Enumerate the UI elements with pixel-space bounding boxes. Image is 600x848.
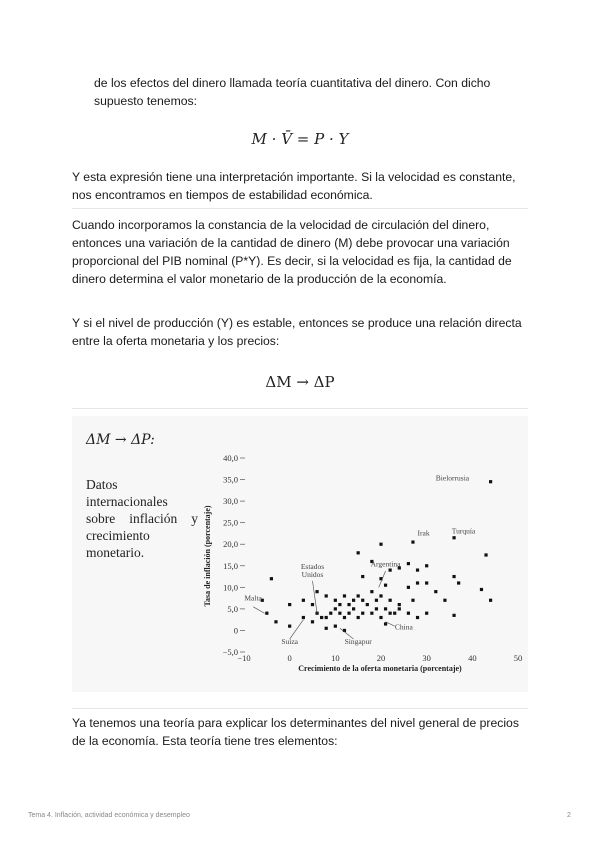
- data-point: [334, 607, 337, 610]
- data-point: [352, 607, 355, 610]
- data-point: [384, 584, 387, 587]
- annotation-malta: Malta: [244, 593, 262, 603]
- data-point: [302, 616, 305, 619]
- y-tick-label: 35,0: [223, 474, 238, 485]
- data-point: [325, 594, 328, 597]
- data-point: [352, 599, 355, 602]
- footer-title: Tema 4. Inflación, actividad económica y desempleo: [28, 812, 190, 819]
- data-point: [370, 590, 373, 593]
- data-point: [375, 607, 378, 610]
- divider: [72, 208, 528, 209]
- data-point: [311, 603, 314, 606]
- data-point: [407, 612, 410, 615]
- figure-caption: Datos internacionales sobre inflación y crecimiento monetario.: [86, 477, 198, 560]
- divider: [72, 708, 528, 709]
- data-point: [425, 564, 428, 567]
- y-tick-label: 20,0: [223, 539, 238, 550]
- x-tick-label: −10: [237, 653, 251, 663]
- data-point: [452, 536, 455, 539]
- data-point: [398, 607, 401, 610]
- data-point: [302, 599, 305, 602]
- data-point: [343, 616, 346, 619]
- data-point: [384, 607, 387, 610]
- paragraph-velocity: Y esta expresión tiene una interpretación importante. Si la velocidad es constante, nos encontramos en tiempos de estabilidad económica.: [72, 170, 516, 202]
- x-tick-label: 30: [422, 653, 431, 663]
- data-point: [343, 594, 346, 597]
- figure-title: ΔM → ΔP:: [86, 432, 155, 448]
- x-axis-title: Crecimiento de la oferta monetaria (porcentaje): [298, 664, 462, 673]
- formula-quantity-theory: M · V̄ = P · Y: [251, 130, 349, 148]
- annotation-leader-line: [290, 620, 304, 639]
- x-tick-label: 20: [376, 653, 386, 663]
- y-tick-label: 30,0: [223, 496, 238, 507]
- data-point: [338, 612, 341, 615]
- data-point: [338, 603, 341, 606]
- data-point: [379, 543, 382, 546]
- data-point: [389, 568, 392, 571]
- data-point: [265, 612, 268, 615]
- y-tick-label: 0: [233, 625, 238, 636]
- data-point: [457, 581, 460, 584]
- y-tick-label: 25,0: [223, 517, 238, 528]
- figure-inflation-money: [72, 416, 528, 692]
- data-point: [452, 575, 455, 578]
- data-point: [270, 577, 273, 580]
- data-point: [329, 612, 332, 615]
- annotation-bielorrusia: Bielorrusia: [435, 473, 470, 483]
- y-tick-label: 40,0: [223, 453, 238, 463]
- annotation-irak: Irak: [417, 528, 430, 538]
- data-point: [370, 612, 373, 615]
- paragraph-intro: de los efectos del dinero llamada teoría cuantitativa del dinero. Con dicho supuesto tenemos:: [94, 76, 491, 108]
- data-point: [334, 625, 337, 628]
- formula-delta: ΔM → ΔP: [265, 373, 335, 391]
- data-point: [416, 616, 419, 619]
- data-point: [407, 562, 410, 565]
- y-axis-title: Tasa de inflación (porcentaje): [203, 505, 212, 607]
- x-tick-label: 10: [331, 653, 340, 663]
- annotation-eeuu-line1: Estados: [300, 562, 325, 572]
- data-point: [361, 575, 364, 578]
- data-point: [480, 588, 483, 591]
- annotation-singapur: Singapur: [344, 637, 372, 647]
- data-point: [325, 616, 328, 619]
- data-point: [489, 480, 492, 483]
- annotation-turquia: Turquía: [451, 526, 476, 536]
- data-point: [315, 590, 318, 593]
- data-point: [357, 551, 360, 554]
- y-tick-label: 5,0: [227, 603, 238, 614]
- paragraph-direct-relation: Y si el nivel de producción (Y) es estable, entonces se produce una relación directa entre la oferta monetaria y los precios:: [72, 316, 522, 348]
- data-point: [389, 612, 392, 615]
- data-point: [443, 599, 446, 602]
- data-point: [452, 614, 455, 617]
- data-point: [311, 620, 314, 623]
- data-point: [357, 594, 360, 597]
- x-tick-label: 0: [287, 653, 292, 663]
- annotation-leader-line: [253, 607, 264, 613]
- data-point: [361, 612, 364, 615]
- data-point: [393, 612, 396, 615]
- data-point: [416, 581, 419, 584]
- data-point: [288, 603, 291, 606]
- data-point: [361, 599, 364, 602]
- data-point: [484, 553, 487, 556]
- data-point: [357, 616, 360, 619]
- scatter-chart: [202, 446, 522, 686]
- data-point: [407, 586, 410, 589]
- data-point: [320, 616, 323, 619]
- data-point: [384, 622, 387, 625]
- data-point: [347, 603, 350, 606]
- data-point: [288, 625, 291, 628]
- data-point: [379, 616, 382, 619]
- y-tick-label: 15,0: [223, 560, 238, 571]
- data-point: [425, 612, 428, 615]
- x-tick-label: 40: [468, 653, 477, 663]
- annotation-china: China: [394, 622, 413, 632]
- data-point: [379, 594, 382, 597]
- data-point: [375, 599, 378, 602]
- data-point: [434, 590, 437, 593]
- annotation-suiza: Suiza: [281, 637, 299, 647]
- page-number: 2: [567, 812, 571, 819]
- annotation-eeuu-line2: Unidos: [301, 569, 324, 579]
- x-tick-label: 50: [513, 653, 522, 663]
- data-point: [274, 620, 277, 623]
- data-point: [411, 540, 414, 543]
- data-point: [416, 568, 419, 571]
- y-tick-label: 10,0: [223, 582, 238, 593]
- data-point: [347, 612, 350, 615]
- y-tick-label: −5,0: [222, 647, 238, 657]
- data-point: [325, 627, 328, 630]
- divider: [72, 408, 528, 409]
- data-point: [366, 603, 369, 606]
- paragraph-proportional: Cuando incorporamos la constancia de la velocidad de circulación del dinero, entonces una variación de la cantidad de dinero (M) debe provocar una variación proporcional del PIB nominal (P*Y). Es decir, si la velocidad es fija, la cantidad de dinero determina el valor monetario de la producción de la economía.: [72, 218, 512, 286]
- data-point: [489, 599, 492, 602]
- data-point: [398, 603, 401, 606]
- annotation-argentina: Argentina: [370, 559, 401, 569]
- data-point: [334, 599, 337, 602]
- paragraph-conclusion: Ya tenemos una teoría para explicar los determinantes del nivel general de precios de la economía. Esta teoría tiene tres elementos:: [72, 716, 519, 748]
- data-point: [425, 581, 428, 584]
- annotation-leader-line: [313, 581, 318, 613]
- data-point: [411, 599, 414, 602]
- data-point: [389, 599, 392, 602]
